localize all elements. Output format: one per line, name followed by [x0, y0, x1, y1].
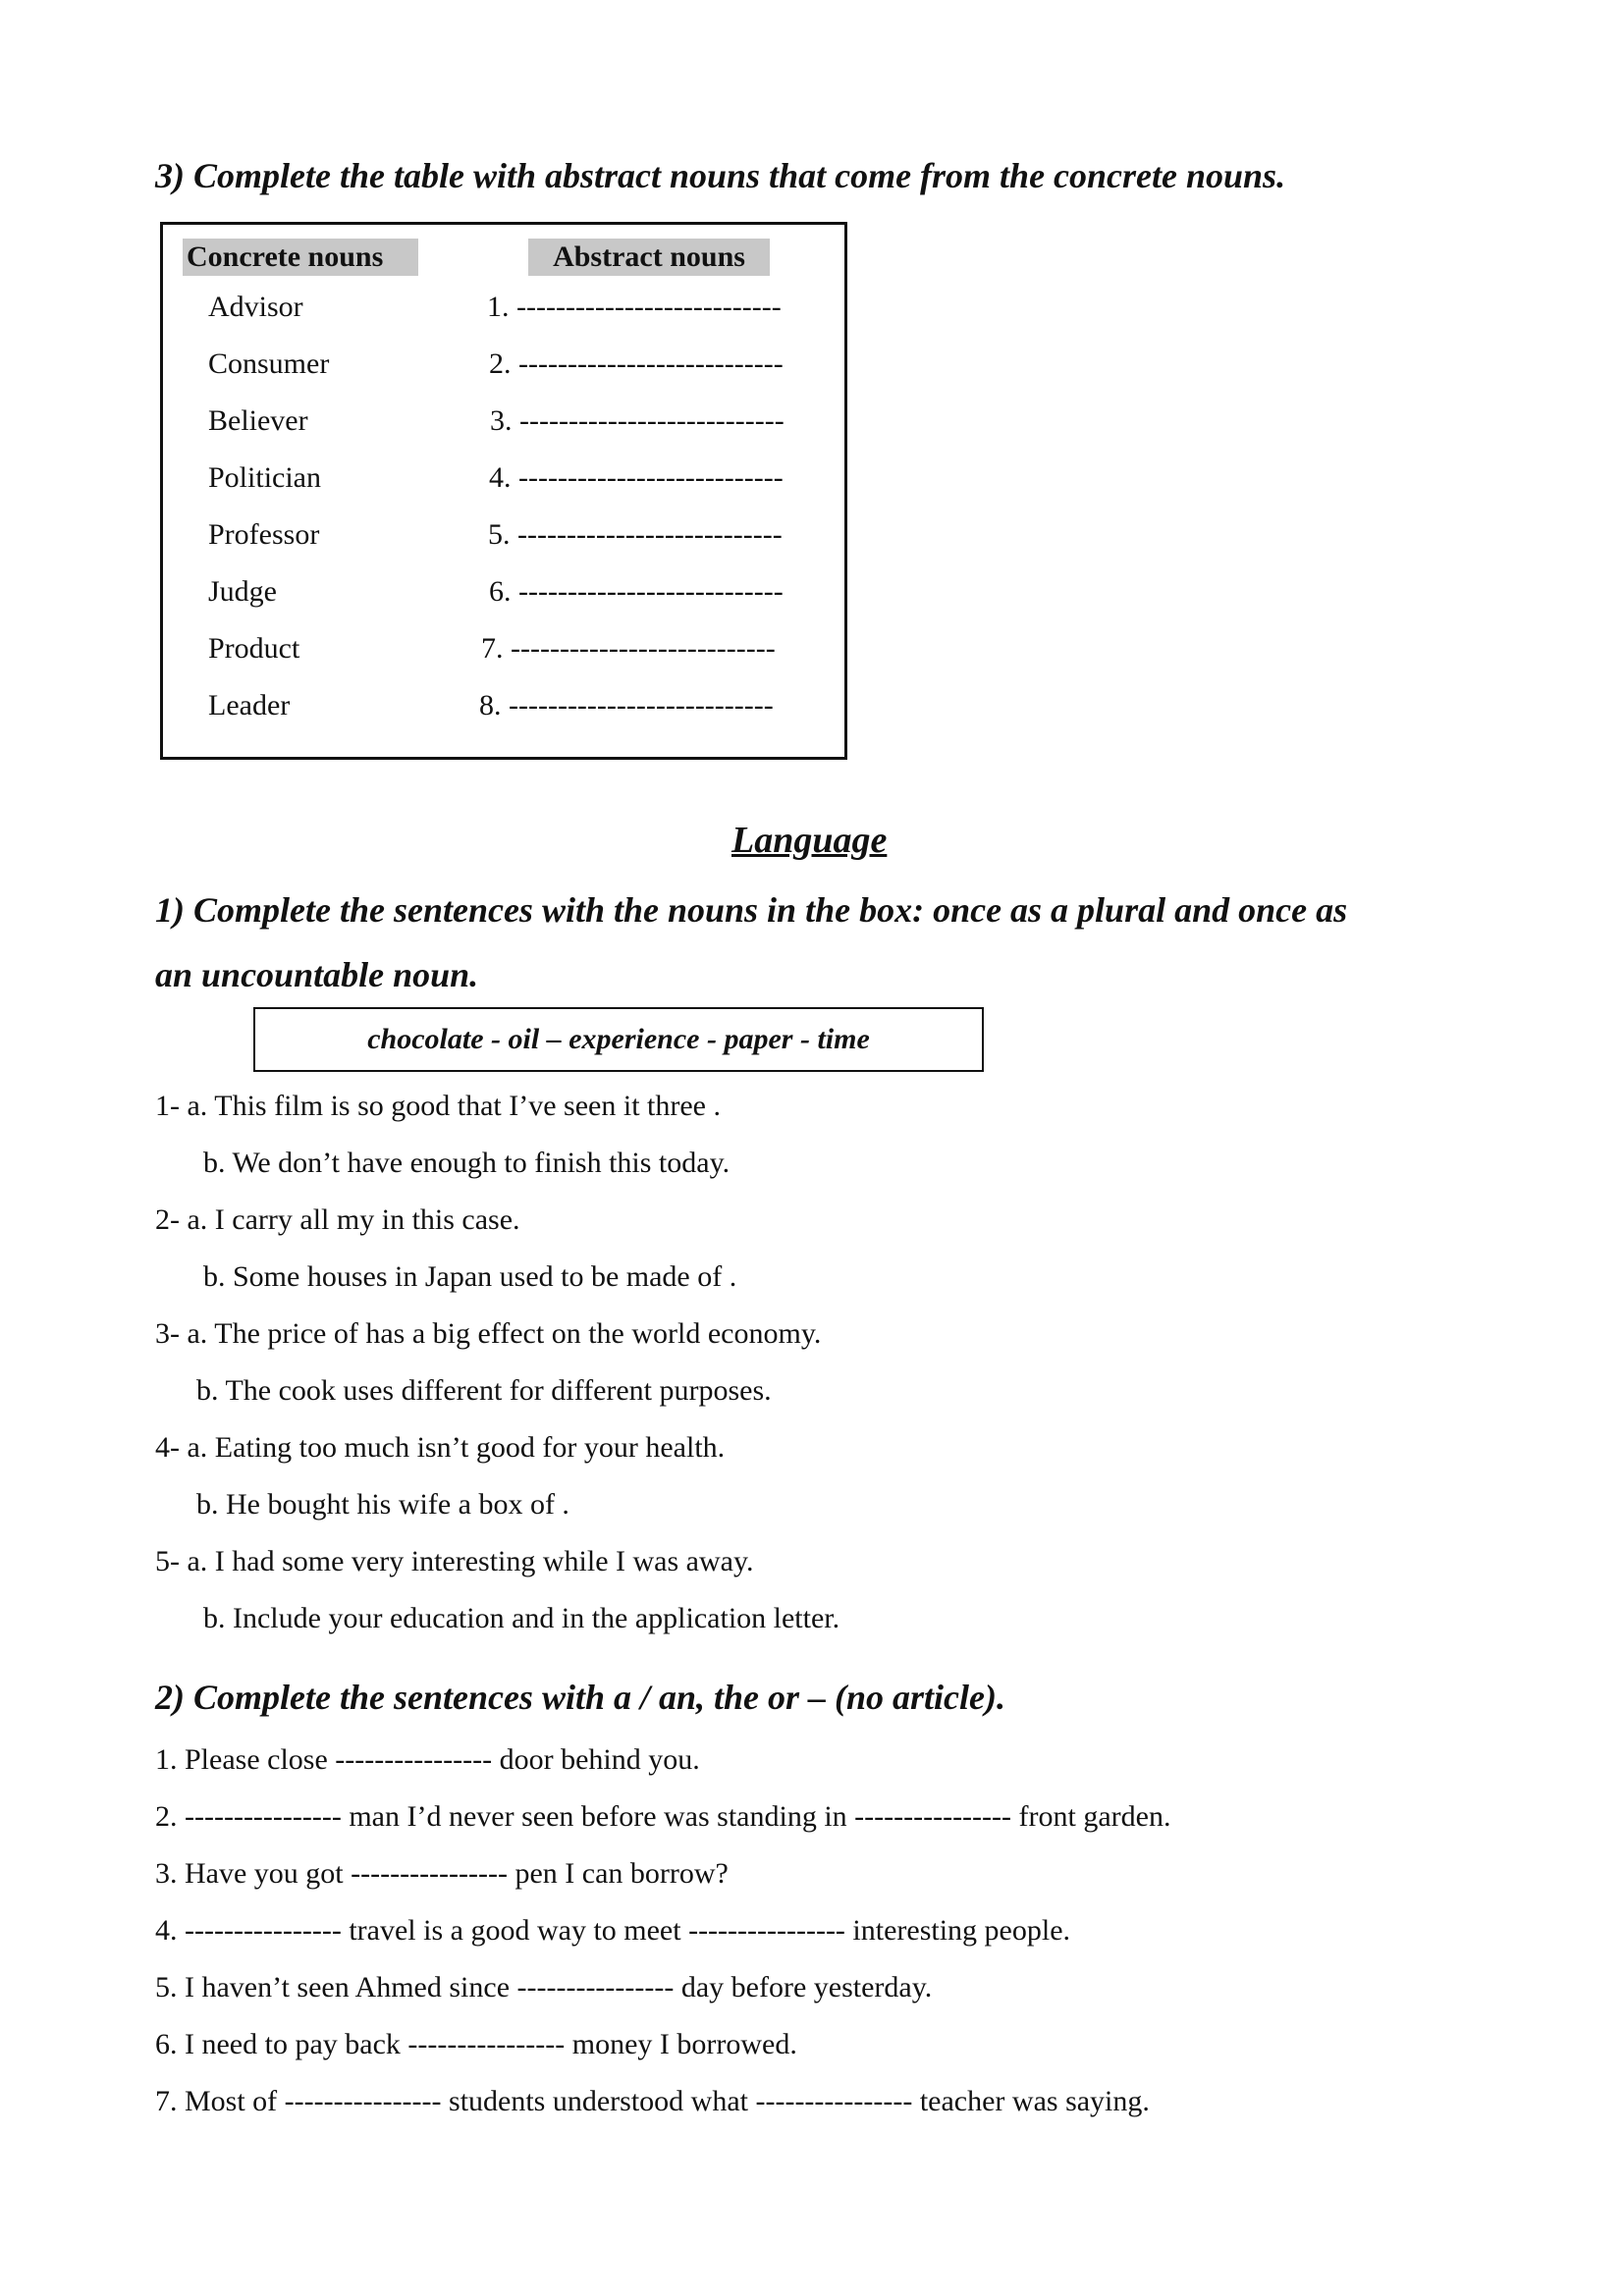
article-item: 2. ---------------- man I’d never seen before was standing in ---------------- front garden. — [155, 1800, 1171, 1833]
article-item: 3. Have you got ---------------- pen I can borrow? — [155, 1857, 729, 1890]
sentence-item: b. We don’t have enough to finish this today. — [203, 1147, 731, 1179]
abstract-nouns-header: Abstract nouns — [528, 239, 770, 276]
abstract-noun-blank: 6. --------------------------- — [489, 575, 784, 608]
sentence-item: 1- a. This film is so good that I’ve seen it three . — [155, 1090, 721, 1122]
concrete-noun: Judge — [208, 575, 277, 608]
exercise-1-title-line1: 1) Complete the sentences with the nouns in the box: once as a plural and once as — [155, 890, 1348, 930]
sentence-item: 5- a. I had some very interesting while I was away. — [155, 1545, 754, 1577]
article-item: 4. ---------------- travel is a good way to meet ---------------- interesting people. — [155, 1914, 1071, 1947]
exercise-3-title: 3) Complete the table with abstract nouns that come from the concrete nouns. — [155, 156, 1286, 195]
abstract-noun-blank: 3. --------------------------- — [490, 404, 785, 437]
article-item: 7. Most of ---------------- students understood what ---------------- teacher was saying. — [155, 2085, 1150, 2117]
concrete-noun: Leader — [208, 689, 291, 721]
sentence-item: b. Some houses in Japan used to be made of . — [203, 1260, 737, 1293]
concrete-noun: Believer — [208, 404, 308, 437]
language-heading: Language — [731, 820, 888, 861]
abstract-noun-blank: 7. --------------------------- — [481, 632, 776, 665]
sentence-item: b. He bought his wife a box of . — [196, 1488, 569, 1521]
concrete-noun: Consumer — [208, 347, 330, 380]
exercise-2-title: 2) Complete the sentences with a / an, the or – (no article). — [155, 1678, 1005, 1717]
abstract-noun-blank: 8. --------------------------- — [479, 689, 774, 721]
concrete-noun: Advisor — [208, 291, 303, 323]
article-item: 5. I haven’t seen Ahmed since ---------------- day before yesterday. — [155, 1971, 933, 2003]
abstract-noun-blank: 2. --------------------------- — [489, 347, 784, 380]
word-box — [253, 1007, 984, 1072]
word-box-text: chocolate - oil – experience - paper - time — [367, 1023, 870, 1055]
abstract-noun-blank: 4. --------------------------- — [489, 461, 784, 494]
sentence-item: b. The cook uses different for different purposes. — [196, 1374, 772, 1407]
concrete-noun: Politician — [208, 461, 321, 494]
sentence-item: 4- a. Eating too much isn’t good for your health. — [155, 1431, 726, 1464]
concrete-noun: Product — [208, 632, 300, 665]
sentence-item: b. Include your education and in the application letter. — [203, 1602, 840, 1634]
concrete-nouns-header: Concrete nouns — [183, 239, 418, 276]
sentence-item: 2- a. I carry all my in this case. — [155, 1203, 520, 1236]
article-item: 1. Please close ---------------- door behind you. — [155, 1743, 700, 1776]
article-item: 6. I need to pay back ---------------- money I borrowed. — [155, 2028, 797, 2060]
sentence-item: 3- a. The price of has a big effect on the world economy. — [155, 1317, 822, 1350]
abstract-noun-blank: 5. --------------------------- — [488, 518, 783, 551]
concrete-noun: Professor — [208, 518, 320, 551]
abstract-noun-blank: 1. --------------------------- — [487, 291, 782, 323]
exercise-1-title-line2: an uncountable noun. — [155, 955, 479, 994]
